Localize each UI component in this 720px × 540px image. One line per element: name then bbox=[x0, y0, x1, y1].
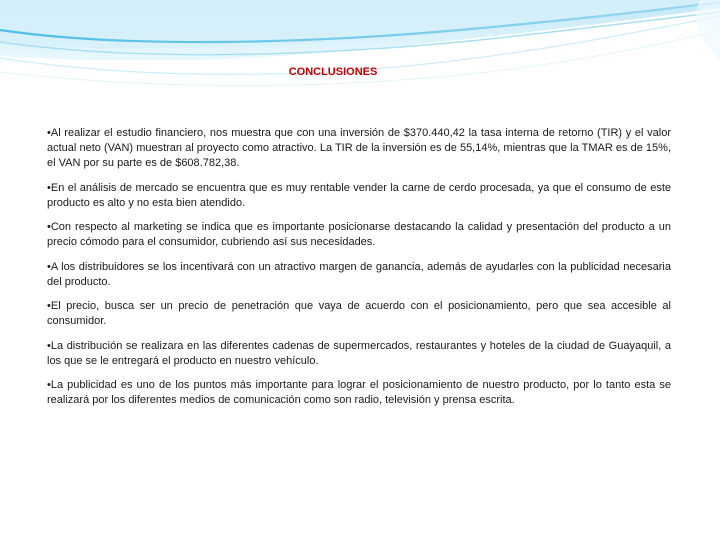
conclusion-financial: •Al realizar el estudio financiero, nos muestra que con una inversión de $370.440,42 la tasa interna de retorno (TIR) y el valor actual neto (VAN) muestran al proyecto como atractivo. La TIR de la inversión es de 55,14%, mientras que la TMAR es de 15%, el VAN por su parte es de $608.782,38. bbox=[47, 127, 671, 169]
conclusion-price: •El precio, busca ser un precio de penetración que vaya de acuerdo con el posicionamiento, pero que sea accesible al consumidor. bbox=[47, 300, 671, 327]
conclusion-distribution: •La distribución se realizara en las diferentes cadenas de supermercados, restaurantes y hoteles de la ciudad de Guayaquil, a los que se le entregará el producto en nuestro vehículo. bbox=[47, 339, 671, 367]
conclusion-market: •En el análisis de mercado se encuentra que es muy rentable vender la carne de cerdo procesada, ya que el consumo de este producto es alto y no esta bien atendido. bbox=[47, 181, 671, 209]
slide-title: CONCLUSIONES bbox=[288, 66, 378, 78]
wave-header-decoration bbox=[0, 0, 720, 110]
conclusion-distributors: •A los distribuidores se los incentivará con un atractivo margen de ganancia, además de ayudarles con la publicidad necesaria del producto. bbox=[47, 260, 671, 288]
conclusion-marketing: •Con respecto al marketing se indica que es importante posicionarse destacando la calidad y presentación del producto a un precio cómodo para el consumidor, cubriendo así sus necesidades. bbox=[47, 221, 671, 248]
conclusion-advertising: •La publicidad es uno de los puntos más importante para lograr el posicionamiento de nuestro producto, por lo tanto esta se realizará por los diferentes medios de comunicación como son radio, televisión y prensa escrita. bbox=[47, 379, 671, 406]
conclusions-list bbox=[47, 126, 671, 418]
